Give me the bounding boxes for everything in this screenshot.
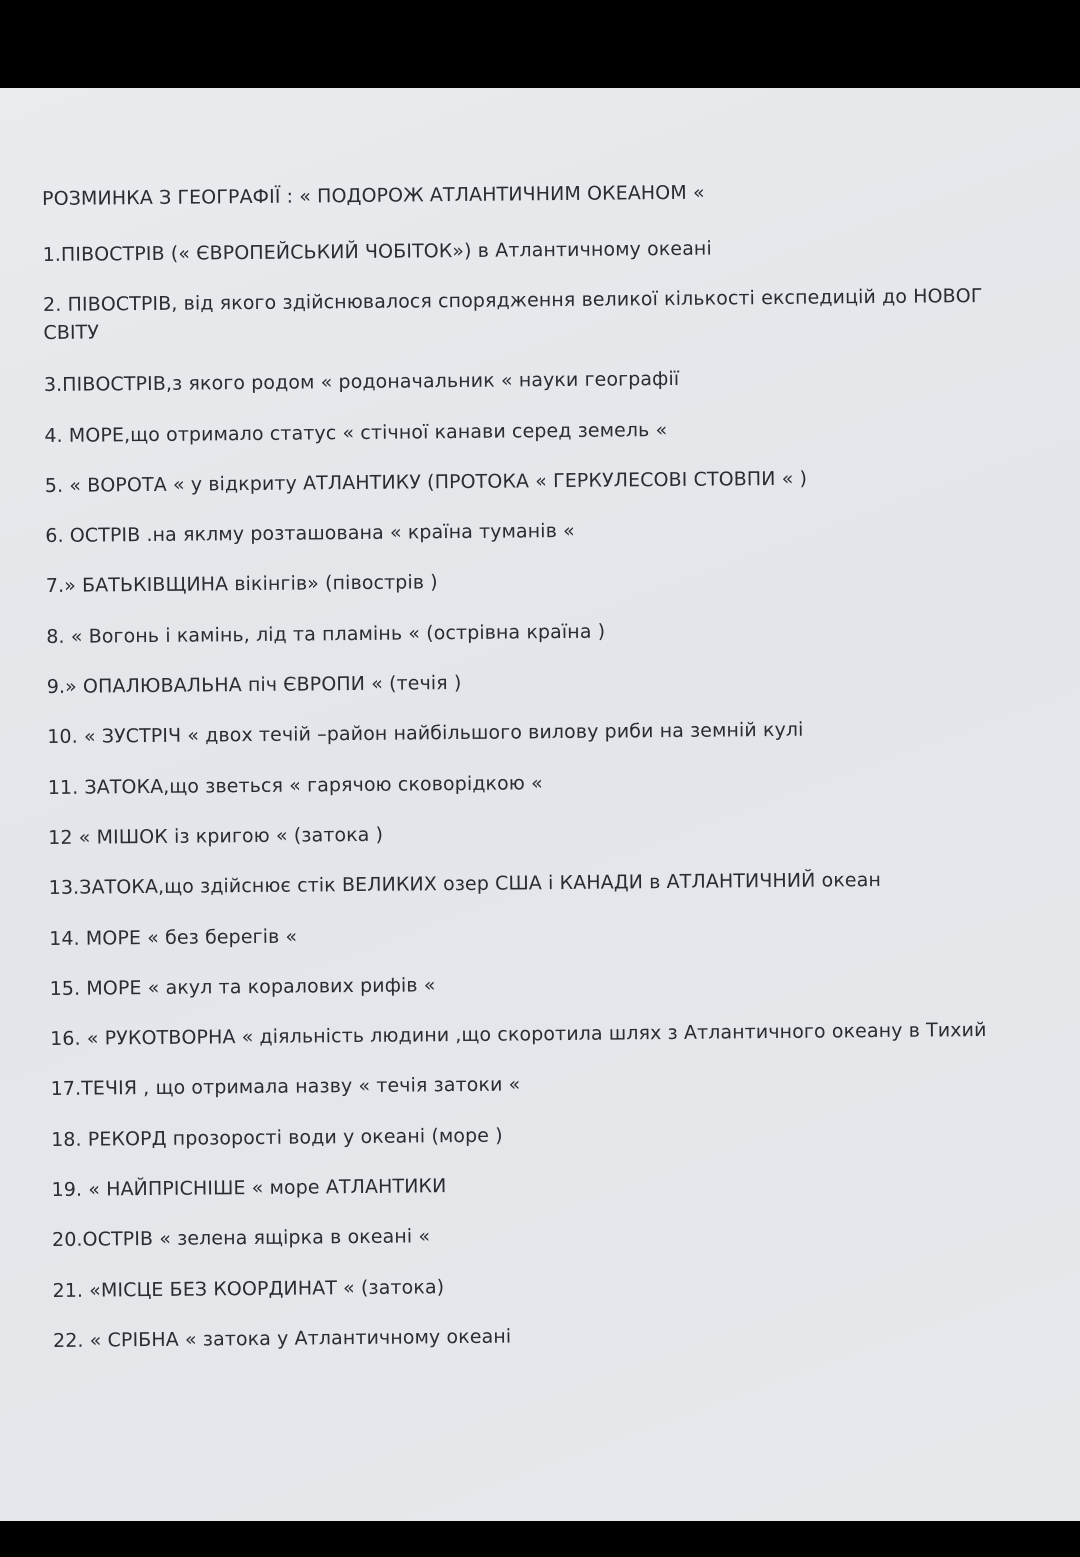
question-line-continuation: СВІТУ bbox=[43, 321, 100, 345]
bottom-black-bar bbox=[0, 1521, 1080, 1557]
paper-sheet bbox=[0, 88, 1080, 1521]
question-list bbox=[43, 230, 1080, 1354]
question-item: 11. ЗАТОКА,що зветься « гарячою сковорідкою « bbox=[47, 771, 543, 799]
question-item: 17.ТЕЧІЯ , що отримала назву « течія затоки « bbox=[50, 1073, 521, 1101]
question-item: 22. « СРІБНА « затока у Атлантичному океані bbox=[52, 1325, 512, 1352]
question-item: 19. « НАЙПРІСНІШЕ « море АТЛАНТИКИ bbox=[51, 1175, 447, 1202]
question-item: 1.ПІВОСТРІВ (« ЄВРОПЕЙСЬКИЙ ЧОБІТОК») в Атлантичному океані bbox=[42, 237, 712, 266]
question-item: 5. « ВОРОТА « у відкриту АТЛАНТИКУ (ПРОТОКА « ГЕРКУЛЕСОВІ СТОВПИ « ) bbox=[44, 467, 808, 497]
question-item: 16. « РУКОТВОРНА « діяльність людини ,що скоротила шлях з Атлантичного океану в Тихий bbox=[50, 1019, 987, 1051]
question-item bbox=[43, 281, 1080, 348]
question-item: 3.ПІВОСТРІВ,з якого родом « родоначальник « науки географії bbox=[43, 368, 680, 397]
question-item: 20.ОСТРІВ « зелена ящірка в океані « bbox=[51, 1225, 431, 1252]
question-item: 18. РЕКОРД прозорості води у океані (море ) bbox=[51, 1124, 503, 1151]
question-item: 10. « ЗУСТРІЧ « двох течій –район найбільшого вилову риби на земній кулі bbox=[47, 719, 804, 749]
question-item: 13.ЗАТОКА,що здійснює стік ВЕЛИКИХ озер США і КАНАДИ в АТЛАНТИЧНИЙ океан bbox=[48, 869, 882, 900]
question-item: 9.» ОПАЛЮВАЛЬНА піч ЄВРОПИ « (течія ) bbox=[46, 672, 462, 699]
worksheet-title: РОЗМИНКА З ГЕОГРАФІЇ : « ПОДОРОЖ АТЛАНТИЧНИМ ОКЕАНОМ « bbox=[42, 181, 705, 210]
question-item: 12 « МІШОК із кригою « (затока ) bbox=[48, 823, 384, 849]
worksheet bbox=[42, 177, 1080, 1377]
question-item: 4. МОРЕ,що отримало статус « стічної канави серед земель « bbox=[44, 418, 668, 447]
question-item: 8. « Вогонь і камінь, лід та пламінь « (острівна країна ) bbox=[46, 620, 606, 648]
question-item: 14. МОРЕ « без берегів « bbox=[49, 925, 298, 950]
question-item: 15. МОРЕ « акул та коралових рифів « bbox=[49, 974, 436, 1000]
question-line: 2. ПІВОСТРІВ, від якого здійснювалося спорядження великої кількості експедицій до НОВОГ bbox=[43, 285, 983, 317]
question-item: 7.» БАТЬКІВЩИНА вікінгів» (півострів ) bbox=[45, 571, 438, 598]
question-item: 6. ОСТРІВ .на яклму розташована « країна туманів « bbox=[45, 520, 575, 548]
question-item: 21. «МІСЦЕ БЕЗ КООРДИНАТ « (затока) bbox=[52, 1275, 445, 1302]
